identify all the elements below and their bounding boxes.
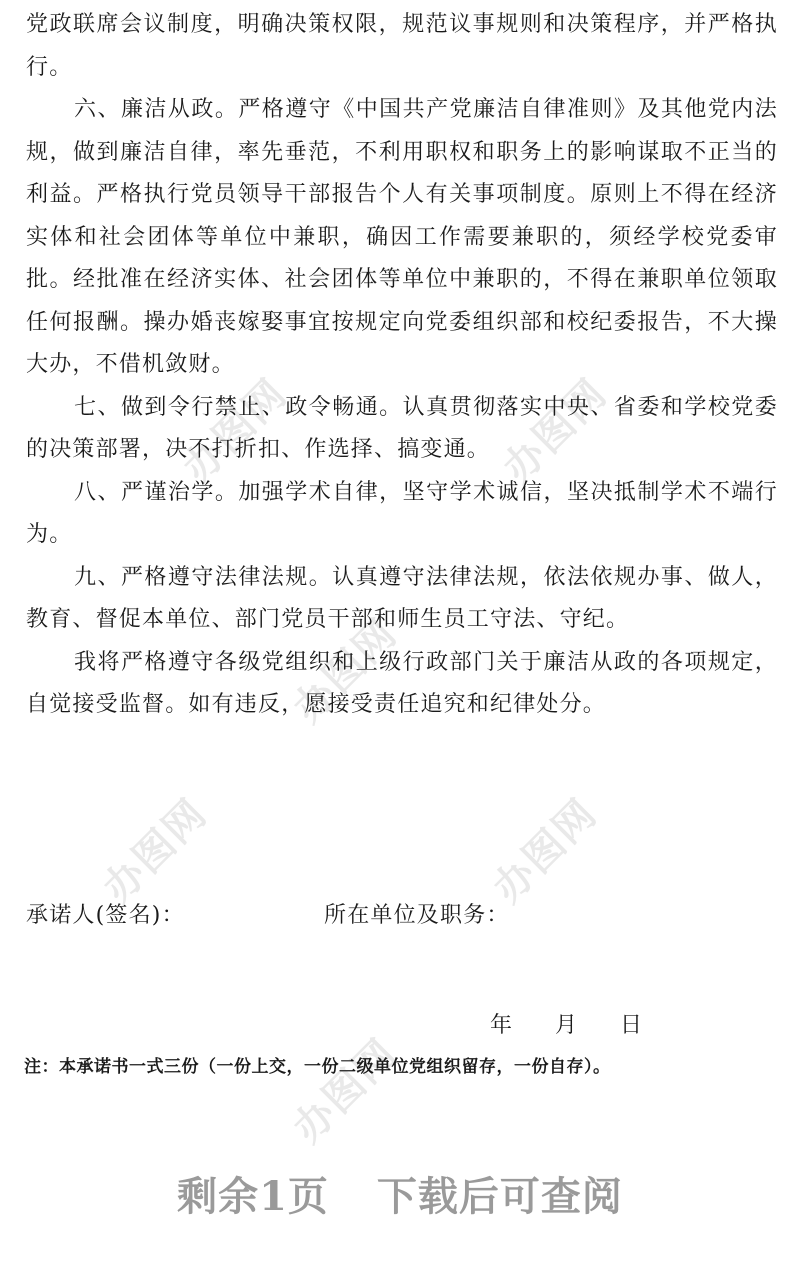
paragraph-continuation: 党政联席会议制度，明确决策权限，规范议事规则和决策程序，并严格执行。 — [26, 12, 778, 80]
download-to-view-text: 下载后可查阅 — [376, 1173, 623, 1220]
paragraph-clean-governance: 六、廉洁从政。严格遵守《中国共产党廉洁自律准则》及其他党内法规，做到廉洁自律，率先垂范，不利用职权和职务上的影响谋取不正当的利益。严格执行党员领导干部报告个人有关事项制度。原则上不得在经济实体和社会团体等单位中兼职，确因工作需要兼职的，须经学校党委审批。经批准在经济实体、社会团体等单位中兼职的，不得在兼职单位领取任何报酬。操办婚丧嫁娶事宜按规定向党委组织部和校纪委报告，不大操大办，不借机敛财。 — [26, 97, 778, 377]
watermark: 办图网 — [284, 610, 407, 732]
date-year: 年 — [490, 1013, 513, 1038]
document-body — [26, 4, 778, 727]
watermark: 办图网 — [484, 790, 607, 912]
date-month: 月 — [555, 1013, 578, 1038]
paragraph-obey-law: 九、严格遵守法律法规。认真遵守法律法规，依法依规办事、做人，教育、督促本单位、部门党员干部和师生员工守法、守纪。 — [26, 564, 778, 632]
unit-position-label: 所在单位及职务： — [324, 903, 510, 928]
watermark: 办图网 — [94, 790, 217, 912]
paragraph-obey-orders: 七、做到令行禁止、政令畅通。认真贯彻落实中央、省委和学校党委的决策部署，决不打折扣、作选择、搞变通。 — [26, 394, 778, 462]
date-day: 日 — [620, 1013, 643, 1038]
watermark: 办图网 — [494, 370, 617, 492]
watermark: 办图网 — [174, 370, 297, 492]
preview-limit-banner — [0, 1165, 800, 1222]
document-note: 注：本承诺书一式三份（一份上交，一份二级单位党组织留存，一份自存）。 — [24, 1057, 611, 1077]
watermark: 办图网 — [284, 1030, 407, 1152]
remaining-pages-text: 剩余1页 — [177, 1173, 329, 1220]
paragraph-academic-rigor: 八、严谨治学。加强学术自律，坚守学术诚信，坚决抵制学术不端行为。 — [26, 479, 778, 547]
paragraph-pledge: 我将严格遵守各级党组织和上级行政部门关于廉洁从政的各项规定，自觉接受监督。如有违反，愿接受责任追究和纪律处分。 — [26, 649, 778, 717]
date-line — [490, 1008, 678, 1039]
promiser-signature-label: 承诺人(签名)： — [26, 903, 185, 928]
